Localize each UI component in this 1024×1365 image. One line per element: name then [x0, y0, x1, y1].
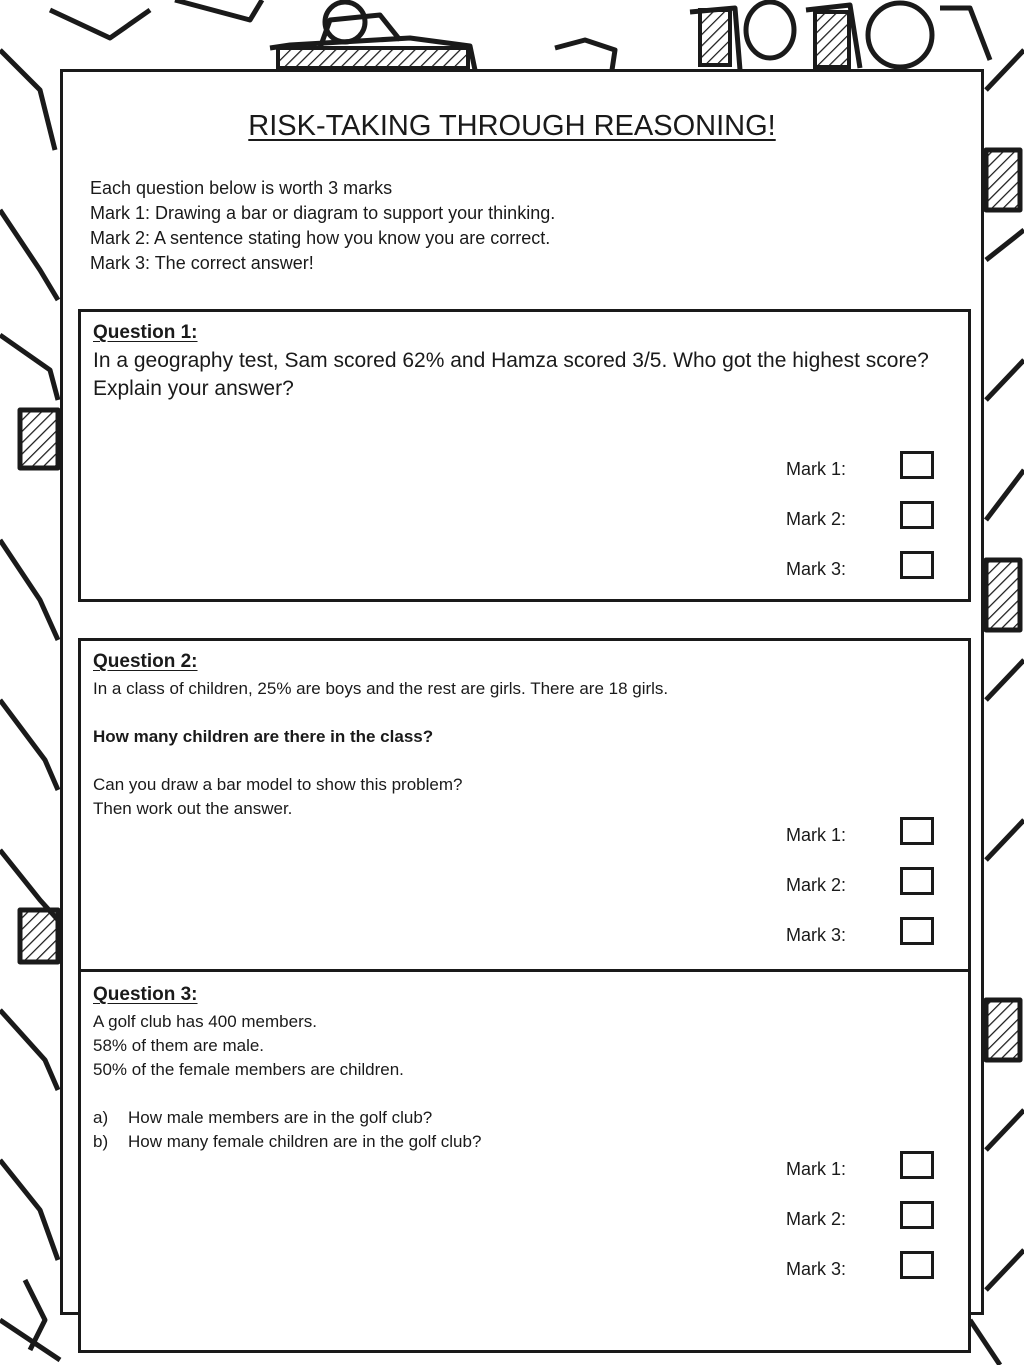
- mark-3-label: Mark 3:: [786, 925, 847, 945]
- question-2-text: [93, 677, 668, 821]
- worksheet-title: RISK-TAKING THROUGH REASONING!: [248, 110, 776, 142]
- mark-1-label: Mark 1:: [786, 1159, 847, 1179]
- mark-row: [786, 1157, 946, 1207]
- question-1-box: [78, 309, 971, 602]
- mark-row: [786, 1257, 946, 1307]
- mark-3-checkbox[interactable]: [900, 917, 934, 945]
- question-3-text: [93, 1010, 481, 1154]
- part-text: How many female children are in the golf club?: [128, 1132, 482, 1151]
- question-part-b: [93, 1130, 481, 1154]
- mark-3-checkbox[interactable]: [900, 551, 934, 579]
- question-line: In a geography test, Sam scored 62% and Hamza scored 3/5. Who got the highest score?: [93, 349, 929, 372]
- question-line: Then work out the answer.: [93, 799, 293, 818]
- mark-row: [786, 923, 946, 973]
- mark-3-label: Mark 3:: [786, 559, 847, 579]
- mark-row: [786, 873, 946, 923]
- question-2-marks: [786, 823, 946, 973]
- question-1-heading: Question 1:: [93, 322, 198, 343]
- instruction-line: Mark 3: The correct answer!: [90, 253, 314, 273]
- instruction-line: Mark 2: A sentence stating how you know you are correct.: [90, 228, 551, 248]
- question-line: A golf club has 400 members.: [93, 1012, 317, 1031]
- question-line: Can you draw a bar model to show this problem?: [93, 775, 463, 794]
- question-line: How many children are there in the class?: [93, 727, 434, 746]
- mark-2-label: Mark 2:: [786, 509, 847, 529]
- mark-1-checkbox[interactable]: [900, 1151, 934, 1179]
- part-label: a): [93, 1108, 109, 1127]
- question-3-heading: Question 3:: [93, 984, 198, 1005]
- question-part-a: [93, 1106, 481, 1130]
- mark-2-checkbox[interactable]: [900, 867, 934, 895]
- mark-1-label: Mark 1:: [786, 459, 847, 479]
- mark-row: [786, 457, 946, 507]
- marking-instructions: [90, 176, 555, 276]
- part-label: b): [93, 1132, 109, 1151]
- question-2-heading: Question 2:: [93, 651, 198, 672]
- instruction-line: Mark 1: Drawing a bar or diagram to support your thinking.: [90, 203, 556, 223]
- mark-3-checkbox[interactable]: [900, 1251, 934, 1279]
- question-1-marks: [786, 457, 946, 607]
- part-text: How male members are in the golf club?: [128, 1108, 433, 1127]
- mark-1-checkbox[interactable]: [900, 817, 934, 845]
- mark-row: [786, 823, 946, 873]
- mark-2-checkbox[interactable]: [900, 1201, 934, 1229]
- question-line: Explain your answer?: [93, 377, 294, 400]
- mark-1-checkbox[interactable]: [900, 451, 934, 479]
- question-3-marks: [786, 1157, 946, 1307]
- instruction-line: Each question below is worth 3 marks: [90, 178, 393, 198]
- question-line: In a class of children, 25% are boys and the rest are girls. There are 18 girls.: [93, 679, 669, 698]
- mark-1-label: Mark 1:: [786, 825, 847, 845]
- question-1-text: [93, 347, 929, 403]
- mark-2-label: Mark 2:: [786, 875, 847, 895]
- question-3-box: [78, 969, 971, 1353]
- question-line: 58% of them are male.: [93, 1036, 265, 1055]
- mark-row: [786, 1207, 946, 1257]
- mark-row: [786, 507, 946, 557]
- question-line: 50% of the female members are children.: [93, 1060, 404, 1079]
- mark-row: [786, 557, 946, 607]
- question-2-box: [78, 638, 971, 974]
- mark-2-checkbox[interactable]: [900, 501, 934, 529]
- mark-3-label: Mark 3:: [786, 1259, 847, 1279]
- mark-2-label: Mark 2:: [786, 1209, 847, 1229]
